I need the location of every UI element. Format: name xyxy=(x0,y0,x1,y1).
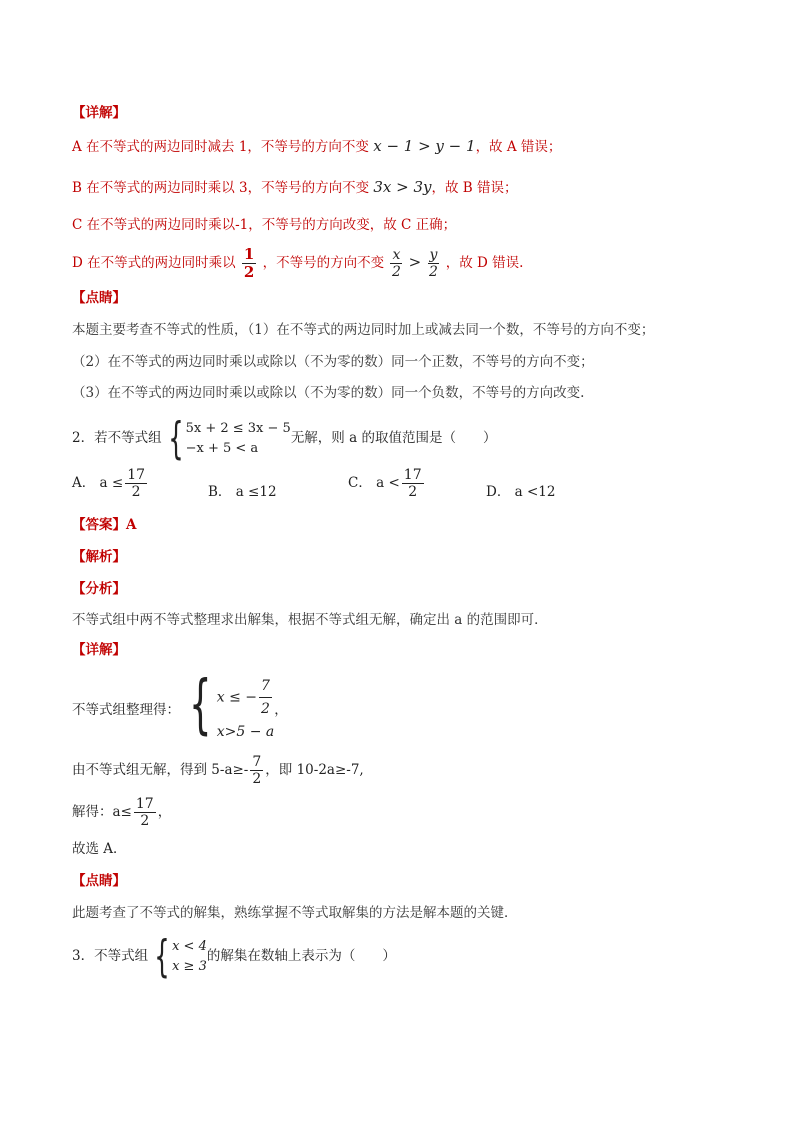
fraction-half: $\frac{1}{2}$ xyxy=(243,245,255,281)
analysis-tag: 【解析】 xyxy=(72,549,126,565)
question-2: 2．若不等式组 { 5x + 2 ≤ 3x − 5 −x + 5 < a 无解，则 a 的取值范围是（ ） xyxy=(72,412,497,464)
item-a: A 在不等式的两边同时减去 1，不等号的方向不变 x − 1 > y − 1，故 A 错误； xyxy=(72,137,562,155)
option-b[interactable]: B． a ≤12 xyxy=(208,484,277,500)
option-d[interactable]: D． a <12 xyxy=(486,484,556,500)
item-b: B 在不等式的两边同时乘以 3，不等号的方向不变 3x > 3y，故 B 错误； xyxy=(72,178,518,196)
solution-line-3: 解得：a≤ $\frac{17}{2}$ ， xyxy=(72,796,172,829)
item-d: D 在不等式的两边同时乘以 $\frac{1}{2}$ ，不等号的方向不变 $\frac{x}{2}$ > $\frac{y}{2}$ ，故 D 错误. xyxy=(72,245,524,281)
detail-tag-2: 【详解】 xyxy=(72,642,126,658)
comment-line-2: （2）在不等式的两边同时乘以或除以（不为零的数）同一个正数，不等号的方向不变； xyxy=(72,354,594,370)
solution-line-4: 故选 A． xyxy=(72,841,127,857)
fraction-y-half: $\frac{y}{2}$ xyxy=(429,247,438,280)
solution-system: 不等式组整理得： { x ≤ − $\frac{7}{2}$ x>5 − a ， xyxy=(72,668,288,742)
fenxi-text: 不等式组中两不等式整理求出解集，根据不等式组无解，确定出 a 的范围即可． xyxy=(72,612,548,628)
fraction-x-half: $\frac{x}{2}$ xyxy=(391,247,401,280)
option-a[interactable]: A． a ≤ $\frac{17}{2}$ xyxy=(72,467,146,500)
question-3: 3．不等式组 { x < 4 x ≥ 3 的解集在数轴上表示为（ ） xyxy=(72,930,396,982)
item-c: C 在不等式的两边同时乘以-1，不等号的方向改变，故 C 正确； xyxy=(72,217,457,233)
detail-tag: 【详解】 xyxy=(72,105,126,121)
comment-tag-2: 【点睛】 xyxy=(72,873,126,889)
comment-line-1: 本题主要考查不等式的性质，（1）在不等式的两边同时加上或减去同一个数，不等号的方向不变； xyxy=(72,322,655,338)
inequality-system: { 5x + 2 ≤ 3x − 5 −x + 5 < a xyxy=(167,412,291,464)
fenxi-tag: 【分析】 xyxy=(72,581,126,597)
solution-line-2: 由不等式组无解，得到 5-a≥- $\frac{7}{2}$ ，即 10-2a≥-7, xyxy=(72,754,364,787)
comment-2: 此题考查了不等式的解集，熟练掌握不等式取解集的方法是解本题的关键． xyxy=(72,905,518,921)
comment-line-3: （3）在不等式的两边同时乘以或除以（不为零的数）同一个负数，不等号的方向改变. xyxy=(72,385,585,401)
comment-tag: 【点睛】 xyxy=(72,290,126,306)
answer-tag: 【答案】A xyxy=(72,517,137,533)
option-c[interactable]: C． a < $\frac{17}{2}$ xyxy=(348,467,422,500)
